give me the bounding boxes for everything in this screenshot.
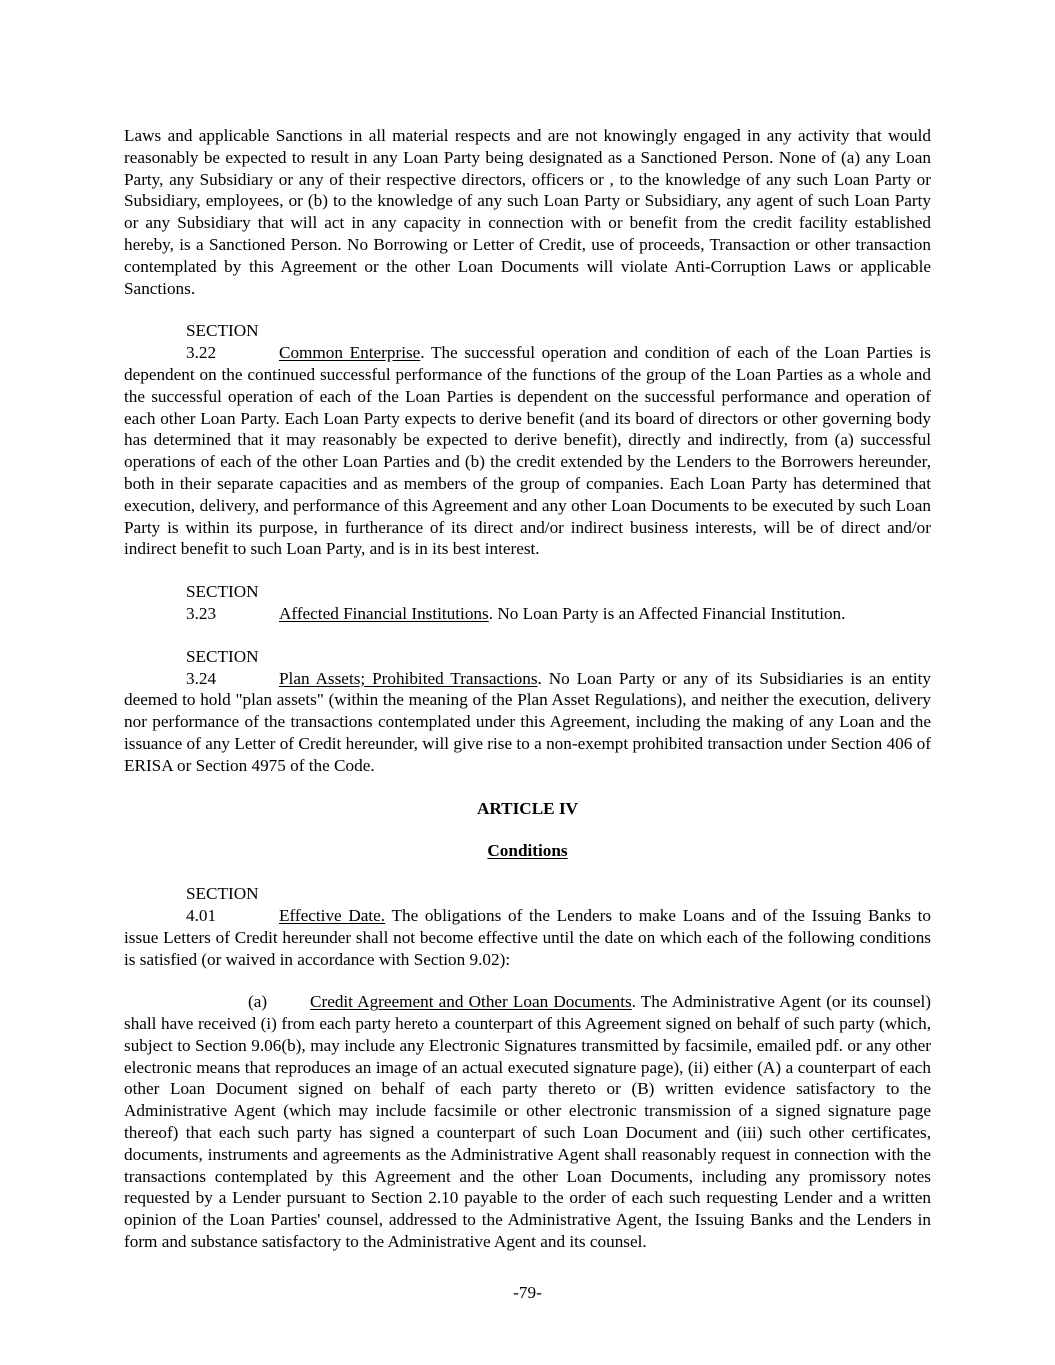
section-body: . The successful operation and condition of each of the Loan Parties is dependent on the continued successful performance of the functions of the group of the Loan Parties as a whole and the successful operation of each of the Loan Parties is dependent on the successful performance and operation of each other Loan Party. Each Loan Party expects to derive benefit (and its board of directors or other governing body has determined that it may reasonably be expected to derive benefit), directly and indirectly, from (a) successful operations of each of the other Loan Parties and (b) the credit extended by the Lenders to the Borrowers hereunder, both in their separate capacities and as members of the group of companies. Each Loan Party has determined that execution, delivery, and performance of this Agreement and any other Loan Documents to be executed by such Loan Party is within its purpose, in furtherance of its direct and/or indirect business interests, will be of direct and/or indirect benefit to such Loan Party, and is in its best interest. [124,343,931,559]
section-3-22 [124,320,931,560]
section-body: . No Loan Party or any of its Subsidiaries is an entity deemed to hold "plan assets" (within the meaning of the Plan Asset Regulations), and neither the execution, delivery nor performance of the transactions contemplated under this Agreement, including the making of any Loan and the issuance of any Letter of Credit hereunder, will give rise to a non-exempt prohibited transaction under Section 406 of ERISA or Section 4975 of the Code. [124,668,931,775]
clause-title: Credit Agreement and Other Loan Documents [310,992,632,1012]
section-number: SECTION 3.22 [186,321,259,363]
clause-body: . The Administrative Agent (or its counsel) shall have received (i) from each party hereto a counterpart of this Agreement signed on behalf of such party (which, subject to Section 9.06(b), may include any Electronic Signatures transmitted by facsimile, emailed pdf. or any other electronic means that reproduces an image of an actual executed signature page), (ii) either (A) a counterpart of each other Loan Document signed on behalf of each party thereto or (B) written evidence satisfactory to the Administrative Agent (which may include facsimile or other electronic transmission of a signed signature page thereof) that each such party has signed a counterpart of such Loan Document and (iii) such other certificates, documents, instruments and agreements as the Administrative Agent shall reasonably request in connection with the transactions contemplated by this Agreement and the other Loan Documents, including any promissory notes requested by a Lender pursuant to Section 2.10 payable to the order of each such requesting Lender and a written opinion of the Loan Parties' counsel, addressed to the Administrative Agent, the Issuing Banks and the Lenders in form and substance satisfactory to the Administrative Agent and its counsel. [124,992,931,1252]
section-number: SECTION 3.23 [186,582,259,623]
document-page [124,125,931,1274]
section-3-24 [124,646,931,777]
section-number: SECTION 3.24 [186,646,259,688]
section-4-01 [124,883,931,970]
section-number: SECTION 4.01 [186,884,259,925]
section-title: Common Enterprise [279,343,421,363]
section-body: . No Loan Party is an Affected Financial Institution. [488,603,846,623]
section-title: Plan Assets; Prohibited Transactions [279,668,538,688]
clause-label: (a) [248,992,268,1012]
section-title: Effective Date. [279,905,386,925]
article-title: Conditions [487,841,568,861]
clause-a [124,991,931,1253]
section-3-23 [124,581,931,625]
section-title: Affected Financial Institutions [279,603,489,623]
section-body: The obligations of the Lenders to make Loans and of the Issuing Banks to issue Letters of Credit hereunder shall not become effective until the date on which each of the following conditions is satisfied (or waived in accordance with Section 9.02): [124,905,931,969]
continuation-paragraph: Laws and applicable Sanctions in all material respects and are not knowingly engaged in any activity that would reasonably be expected to result in any Loan Party being designated as a Sanctioned Person. None of (a) any Loan Party, any Subsidiary or any of their respective directors, officers or , to the knowledge of any such Loan Party or Subsidiary, employees, or (b) to the knowledge of any such Loan Party or Subsidiary, any agent of such Loan Party or any Subsidiary that will act in any capacity in connection with or benefit from the credit facility established hereby, is a Sanctioned Person. No Borrowing or Letter of Credit, use of proceeds, Transaction or other transaction contemplated by this Agreement or the other Loan Documents will violate Anti-Corruption Laws or applicable Sanctions. [124,126,931,298]
article-heading: ARTICLE IV [476,798,579,818]
page-number: -79- [513,1283,542,1302]
